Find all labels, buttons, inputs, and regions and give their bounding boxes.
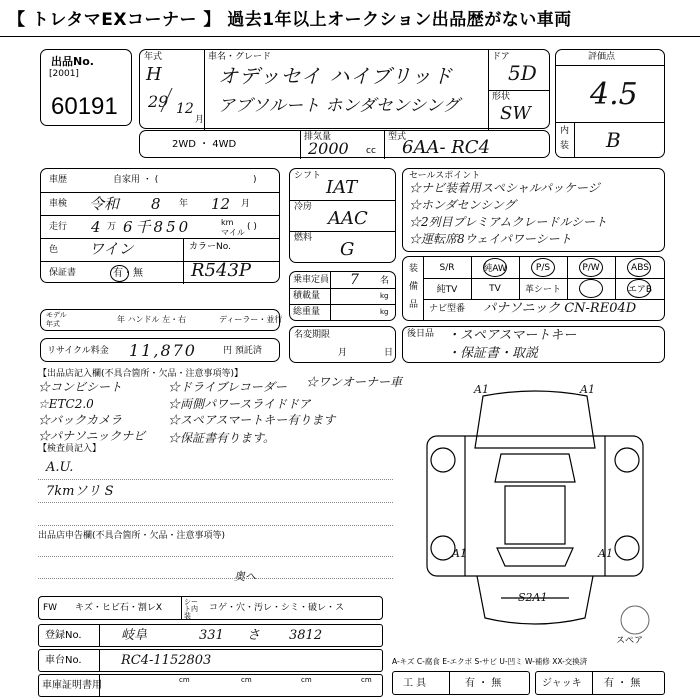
- sales-points-box: [402, 168, 665, 252]
- note-1: ☆コンビシート: [38, 380, 123, 394]
- capacity-label: 乗車定員: [293, 275, 330, 285]
- changes-unit-2: 日: [384, 348, 394, 358]
- damage-legend: A-キズ C-腐食 E-エクボ S-サビ U-凹ミ W-補修 XX-交換済: [392, 657, 588, 666]
- certificate-unit-3: cm: [301, 676, 312, 684]
- inspection-month-unit: 月: [241, 199, 251, 209]
- history-label: 車歴: [49, 175, 68, 185]
- spare-label: スペア: [616, 636, 644, 646]
- model-year-label-1: モデル: [46, 311, 67, 319]
- spec-row: [139, 130, 550, 158]
- model-year-label-2: 年式: [46, 320, 60, 328]
- header-title: 【 トレタマEXコーナー 】 過去1年以上オークション出品歴がない車両: [8, 9, 572, 30]
- equip-airbag-mark: [627, 279, 651, 298]
- equipment-box: [402, 256, 665, 321]
- chassis-value: RC4-1152803: [121, 653, 212, 668]
- doors-value: 5D: [508, 61, 537, 85]
- equip-pw: P/W: [582, 262, 600, 273]
- lot-year-code: [2001]: [49, 69, 79, 79]
- shape-label: 形状: [492, 92, 511, 102]
- mid-specs-box: [289, 168, 396, 263]
- note-2: ☆ETC2.0: [38, 397, 94, 411]
- inspector-line-2: 7kmソリ S: [46, 484, 114, 499]
- equip-abs-mark: [627, 258, 651, 277]
- load-label: 積載量: [293, 291, 321, 301]
- inspector-notes-label: 【検査員記入】: [38, 444, 102, 454]
- displacement-value: 2000: [308, 139, 349, 158]
- note-9: ☆ワンオーナー車: [306, 375, 403, 389]
- damage-mark-5: S2A1: [518, 591, 548, 604]
- certificate-unit-2: cm: [241, 676, 252, 684]
- drive-label: 2WD ・ 4WD: [172, 139, 237, 150]
- score-value: 4.5: [590, 77, 638, 112]
- warranty-label: 保証書: [49, 268, 77, 278]
- fw-label: FW: [43, 603, 58, 613]
- equip-ps: P/S: [535, 262, 551, 273]
- model-year-box: [40, 309, 283, 331]
- capacity-unit: 名: [380, 276, 390, 286]
- equip-mark-5: [579, 279, 603, 298]
- inspection-month: 12: [211, 195, 231, 213]
- certificate-box: [38, 674, 383, 697]
- registration-box: [38, 624, 383, 647]
- score-box: [555, 49, 665, 158]
- chassis-box: [38, 649, 383, 672]
- name-car: オデッセイ ハイブリッド: [218, 64, 454, 88]
- model-year-dealer: ディーラー・並行: [219, 315, 283, 324]
- mileage-mile: マイル: [221, 228, 245, 237]
- lot-label: 出品No.: [51, 55, 94, 68]
- left-info-box: [40, 168, 280, 283]
- interior-value: B: [606, 128, 621, 152]
- equipment-label-3: 品: [409, 300, 419, 310]
- color-no-label: カラーNo.: [189, 242, 231, 252]
- damage-mark-4: A1: [598, 547, 613, 560]
- registration-place: 岐阜: [121, 628, 148, 643]
- capacity-value: 7: [350, 272, 359, 288]
- equip-abs: ABS: [631, 262, 649, 273]
- fuel-value: G: [340, 239, 355, 260]
- color-label: 色: [49, 245, 59, 255]
- tools-box: [392, 671, 530, 695]
- navi-label: ナビ型番: [429, 304, 466, 314]
- note-5: ☆ドライブレコーダー: [168, 380, 287, 394]
- damage-mark-2: A1: [580, 383, 595, 396]
- interior-label-2: 装: [560, 141, 570, 151]
- changes-label: 名変期限: [294, 330, 331, 340]
- fw-note: 奥へ: [234, 570, 256, 583]
- warranty-options: 有・無: [113, 268, 143, 279]
- recycle-unit: 円 預託済: [223, 346, 262, 356]
- doors-label: ドア: [492, 52, 510, 62]
- note-3: ☆バックカメラ: [38, 413, 123, 427]
- fuel-label: 燃料: [294, 233, 313, 243]
- equip-tv: 純TV: [436, 285, 458, 295]
- year-value: 29: [148, 92, 169, 111]
- year-month-unit: 月: [195, 115, 205, 125]
- mileage-paren: ( ): [247, 222, 257, 232]
- year-era: H: [146, 64, 162, 85]
- jack-options: 有 ・ 無: [604, 678, 641, 689]
- history-close: ): [253, 175, 257, 185]
- sales-point-3: ☆2列目プレミアムクレードルシート: [409, 215, 608, 229]
- displacement-label: 排気量: [304, 132, 332, 142]
- changes-unit: 月: [338, 348, 348, 358]
- name-label: 車名・グレード: [208, 52, 272, 62]
- navi-value: パナソニック CN-RE04D: [483, 301, 637, 316]
- inspection-year: 8: [151, 195, 161, 213]
- fw-seat-label: シート内装: [184, 598, 198, 620]
- sales-point-1: ☆ナビ装着用スペシャルパッケージ: [409, 181, 600, 195]
- capacity-box: [289, 271, 396, 321]
- note-6: ☆両側パワースライドドア: [168, 397, 311, 411]
- jack-box: [535, 671, 665, 695]
- equip-sr: S/R: [439, 262, 455, 273]
- color-value: ワイン: [89, 240, 134, 258]
- changes-box: [289, 326, 396, 363]
- tools-label: 工 具: [403, 678, 427, 689]
- mileage-digits: 6千850: [123, 218, 192, 236]
- equip-leather: 革シート: [524, 285, 561, 295]
- tools-options: 有 ・ 無: [465, 678, 502, 689]
- sales-point-2: ☆ホンダセンシング: [409, 198, 516, 212]
- name-grade: アブソルート ホンダセンシング: [218, 96, 460, 116]
- damage-mark-1: A1: [474, 383, 489, 396]
- lot-number: 60191: [51, 93, 118, 120]
- inspector-line-1: A.U.: [46, 460, 74, 475]
- mileage-man: 4: [91, 218, 101, 236]
- after-item-2: ・保証書・取説: [447, 346, 539, 361]
- score-label: 評価点: [588, 52, 616, 62]
- certificate-label: 車庫証明書用: [42, 680, 102, 691]
- warranty-selected-mark: [110, 265, 129, 282]
- model-label: 型式: [388, 132, 407, 142]
- history-value: 自家用 ・ (: [113, 175, 159, 185]
- exhibitor-declaration-label: 出品店申告欄(不具合箇所・欠品・注意事項等): [38, 531, 226, 541]
- equipment-label-2: 備: [409, 282, 419, 292]
- certificate-unit-1: cm: [179, 676, 190, 684]
- jack-label: ジャッキ: [542, 678, 582, 689]
- note-8: ☆保証書有ります。: [168, 431, 276, 445]
- model-value: 6AA- RC4: [402, 137, 491, 158]
- shift-value: IAT: [326, 177, 358, 198]
- shape-value: SW: [500, 103, 531, 124]
- equip-alloy-mark: [483, 258, 507, 277]
- registration-kana: さ: [247, 628, 261, 643]
- mileage-label: 走行: [49, 222, 68, 232]
- note-4: ☆パナソニックナビ: [38, 429, 146, 443]
- car-info-box: [139, 49, 550, 129]
- color-no-value: R543P: [191, 260, 252, 281]
- registration-number: 3812: [289, 628, 323, 643]
- equip-pw-mark: [579, 258, 603, 277]
- interior-label-1: 内: [560, 126, 570, 136]
- chassis-label: 車台No.: [45, 655, 82, 666]
- after-items-label: 後日品: [407, 329, 435, 339]
- inspection-label: 車検: [49, 199, 68, 209]
- mileage-man-unit: 万: [107, 222, 117, 232]
- after-items-box: [402, 326, 665, 363]
- load-unit: kg: [380, 292, 389, 300]
- equip-ps-mark: [531, 258, 555, 277]
- damage-mark-3: A1: [452, 547, 467, 560]
- year-label: 年式: [144, 52, 163, 62]
- inspection-year-unit: 年: [179, 199, 189, 209]
- model-year-handle: 年 ハンドル 左・右: [117, 315, 187, 324]
- sales-points-label: セールスポイント: [409, 171, 481, 181]
- fw-box: [38, 596, 383, 620]
- lot-box: [40, 49, 132, 126]
- equip-tv2: TV: [489, 283, 501, 294]
- registration-class: 331: [199, 628, 224, 643]
- equipment-label-1: 装: [409, 264, 419, 274]
- registration-label: 登録No.: [45, 630, 82, 641]
- certificate-unit-4: cm: [361, 676, 372, 684]
- weight-unit: kg: [380, 308, 389, 316]
- sales-point-4: ☆運転席8ウェイパワーシート: [409, 232, 572, 246]
- shift-label: シフト: [294, 171, 322, 181]
- exhibitor-notes-label: 【出品店記入欄(不具合箇所・欠品・注意事項等)】: [38, 369, 244, 379]
- displacement-unit: cc: [366, 146, 376, 156]
- note-7: ☆スペアスマートキー有ります: [168, 413, 336, 427]
- fw-seat-items: コゲ・穴・汚レ・シミ・破レ・ス: [209, 603, 345, 613]
- recycle-value: 11,870: [129, 341, 197, 360]
- inspection-era: 令和: [89, 195, 120, 213]
- year-month: 12: [176, 101, 194, 117]
- after-item-1: ・スペアスマートキー: [447, 328, 577, 343]
- aircon-label: 冷房: [294, 202, 313, 212]
- mileage-km: km: [221, 218, 234, 227]
- recycle-label: リサイクル料金: [47, 346, 109, 356]
- fw-items: キズ・ヒビ石・割レX: [75, 603, 162, 613]
- aircon-value: AAC: [328, 208, 368, 229]
- equip-airbag: エアB: [627, 285, 653, 295]
- car-damage-diagram: [405, 368, 665, 648]
- recycle-box: [40, 338, 280, 362]
- weight-label: 総重量: [293, 307, 321, 317]
- header-divider: [0, 36, 700, 37]
- equip-alloy: 純AW: [483, 264, 507, 274]
